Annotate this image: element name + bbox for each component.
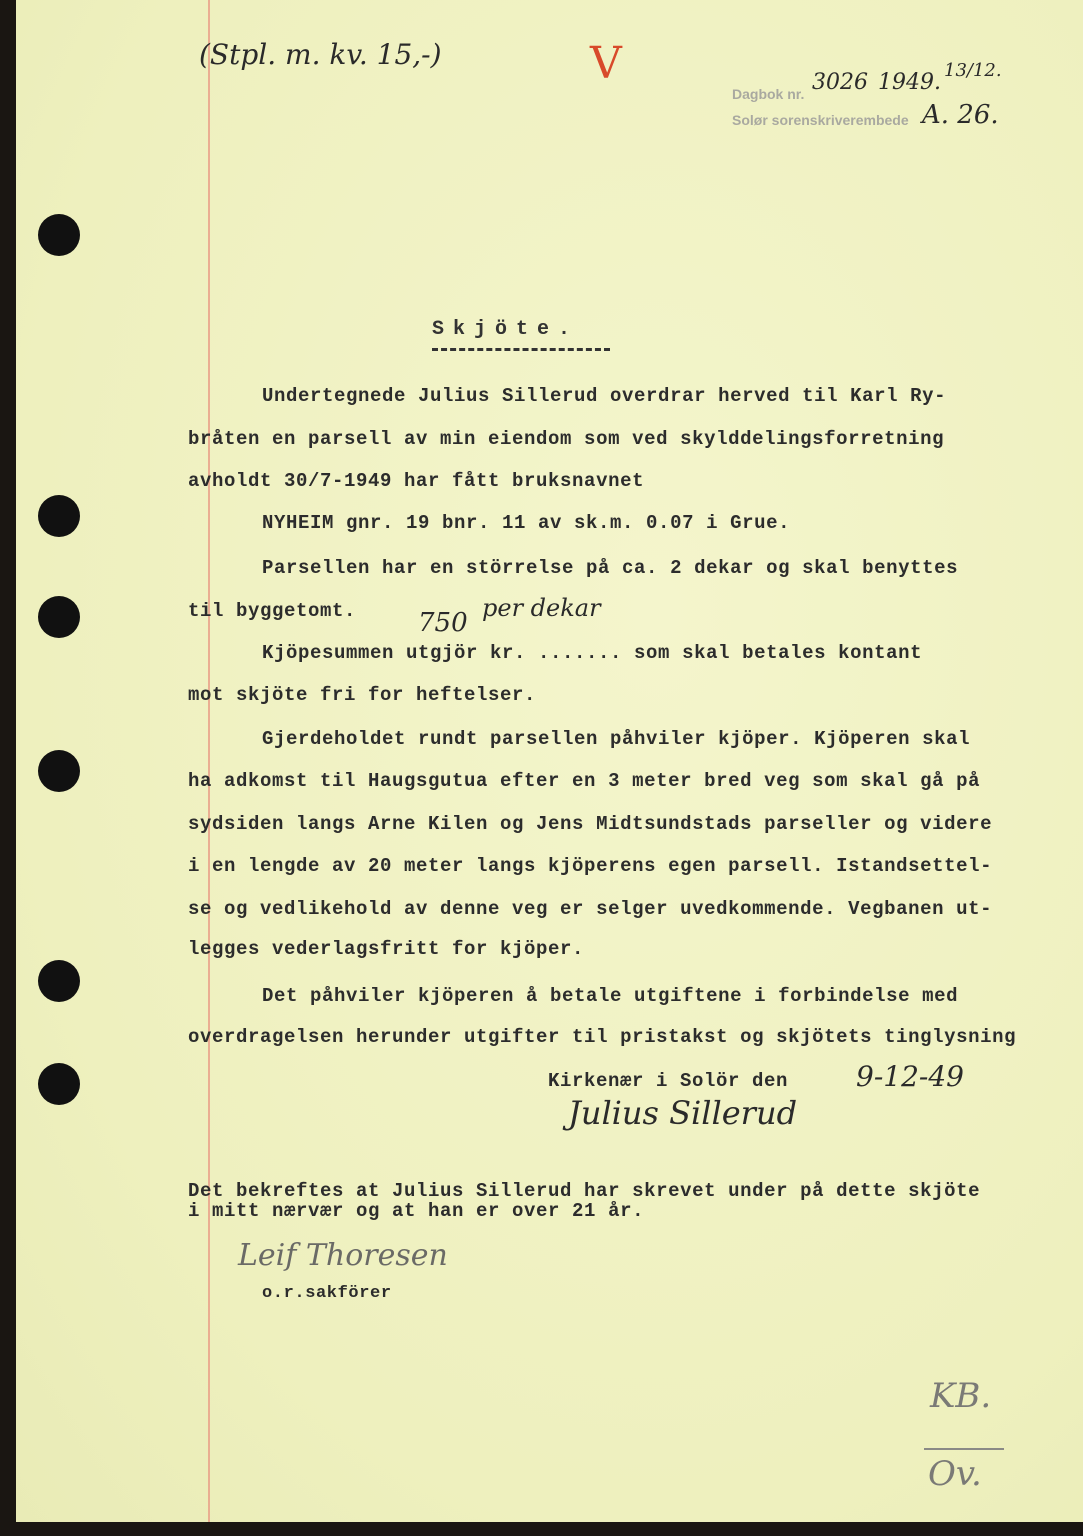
text-line: NYHEIM gnr. 19 bnr. 11 av sk.m. 0.07 i Grue. [262, 512, 791, 534]
dagbok-date: 13/12. [944, 60, 1002, 81]
witness-signature: Leif Thoresen [238, 1238, 448, 1273]
initials-divider [924, 1448, 1004, 1450]
seller-signature: Julius Sillerud [568, 1094, 798, 1132]
text-line: Parsellen har en störrelse på ca. 2 dekar og skal benyttes [262, 557, 959, 579]
witness-title: o.r.sakförer [262, 1284, 392, 1303]
punch-hole [38, 596, 80, 638]
text-line: se og vedlikehold av denne veg er selger uvedkommende. Vegbanen ut- [188, 898, 993, 920]
text-line: mot skjöte fri for heftelser. [188, 684, 537, 706]
text-line: Kjöpesummen utgjör kr. ....... som skal betales kontant [262, 642, 923, 664]
title-underline [432, 348, 610, 351]
document-page [16, 0, 1083, 1522]
punch-hole [38, 1063, 80, 1105]
text-line: Det påhviler kjöperen å betale utgiftene i forbindelse med [262, 985, 959, 1007]
handwritten-date: 9-12-49 [856, 1060, 964, 1093]
punch-hole [38, 214, 80, 256]
margin-line [208, 0, 210, 1522]
text-line: legges vederlagsfritt for kjöper. [188, 938, 585, 960]
text-line: avholdt 30/7-1949 har fått bruksnavnet [188, 470, 645, 492]
office-label: Solør sorenskriverembede [732, 112, 909, 128]
document-title: Skjöte. [432, 318, 580, 341]
attestation-line: i mitt nærvær og at han er over 21 år. [188, 1200, 645, 1222]
handwritten-price-unit: per dekar [482, 594, 601, 622]
punch-hole [38, 495, 80, 537]
dagbok-number: 3026 [812, 70, 868, 95]
place-date: Kirkenær i Solör den [548, 1070, 789, 1092]
text-line: Undertegnede Julius Sillerud overdrar herved til Karl Ry- [262, 385, 947, 407]
text-line: til byggetomt. [188, 600, 357, 622]
punch-hole [38, 960, 80, 1002]
handwritten-price: 750 [418, 608, 468, 638]
text-line: sydsiden langs Arne Kilen og Jens Midtsundstads parseller og videre [188, 813, 993, 835]
text-line: overdragelsen herunder utgifter til pristakst og skjötets tinglysning [188, 1026, 1017, 1048]
attestation-line: Det bekreftes at Julius Sillerud har skrevet under på dette skjöte [188, 1180, 981, 1202]
text-line: bråten en parsell av min eiendom som ved skylddelingsforretning [188, 428, 945, 450]
text-line: Gjerdeholdet rundt parsellen påhviler kjöper. Kjöperen skal [262, 728, 971, 750]
text-line: i en lengde av 20 meter langs kjöperens egen parsell. Istandsettel- [188, 855, 993, 877]
dagbok-label: Dagbok nr. [732, 86, 805, 102]
check-mark: V [590, 38, 622, 89]
dagbok-year: 1949. [878, 70, 941, 95]
initials: KB. [930, 1376, 992, 1416]
initials-sub: Ov. [928, 1454, 982, 1494]
punch-hole [38, 750, 80, 792]
stamp-fee-note: (Stpl. m. kv. 15,-) [199, 38, 442, 71]
text-line: ha adkomst til Haugsgutua efter en 3 meter bred veg som skal gå på [188, 770, 981, 792]
register-ref: A. 26. [922, 100, 999, 130]
